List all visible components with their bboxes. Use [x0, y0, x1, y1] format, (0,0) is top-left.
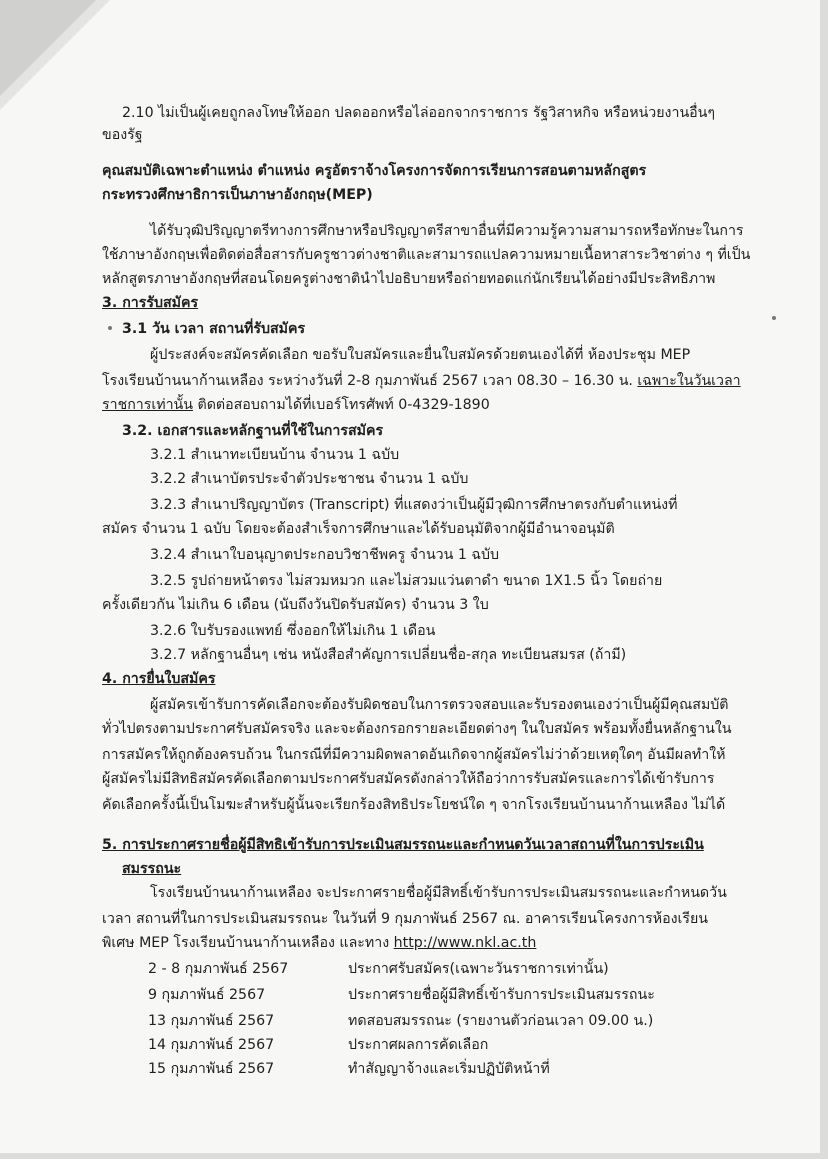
section-3-1-phone: ติดต่อสอบถามได้ที่เบอร์โทรศัพท์ 0-4329-1890 — [192, 397, 490, 413]
schedule-date: 15 กุมภาพันธ์ 2567 — [148, 1061, 275, 1077]
page-edge-bottom — [0, 1153, 828, 1159]
section-4-title: 4. การยื่นใบสมัคร — [102, 671, 216, 687]
document-item-3-2-7: 3.2.7 หลักฐานอื่นๆ เช่น หนังสือสำคัญการเปลี่ยนชื่อ-สกุล ทะเบียนสมรส (ถ้ามี) — [150, 647, 627, 663]
section-4-line-2: ทั่วไปตรงตามประกาศรับสมัครจริง และจะต้องกรอกรายละเอียดต่างๆ ในใบสมัคร พร้อมทั้งยื่นหลักฐานใน — [102, 721, 732, 737]
section-5-title-line-2: สมรรถนะ — [122, 861, 182, 877]
qualification-paragraph-line-1: ได้รับวุฒิปริญญาตรีทางการศึกษาหรือปริญญาตรีสาขาอื่นที่มีความรู้ความสามารถหรือทักษะในการ — [150, 223, 744, 239]
schedule-date: 9 กุมภาพันธ์ 2567 — [148, 987, 266, 1003]
section-3-1-line-2-text: โรงเรียนบ้านนาก้านเหลือง ระหว่างวันที่ 2-8 กุมภาพันธ์ 2567 เวลา 08.30 – 16.30 น. — [102, 373, 638, 389]
scan-speck — [772, 316, 776, 320]
qualification-paragraph-line-3: หลักสูตรภาษาอังกฤษที่สอนโดยครูต่างชาตินำไปอธิบายหรือถ่ายทอดแก่นักเรียนได้อย่างมีประสิทธิภาพ — [102, 271, 716, 287]
qualification-heading-line-1: คุณสมบัติเฉพาะตำแหน่ง ตำแหน่ง ครูอัตราจ้างโครงการจัดการเรียนการสอนตามหลักสูตร — [102, 163, 647, 179]
document-item-3-2-5-line-1: 3.2.5 รูปถ่ายหน้าตรง ไม่สวมหมวก และไม่สวมแว่นตาดำ ขนาด 1X1.5 นิ้ว โดยถ่าย — [150, 573, 663, 589]
school-website-link[interactable]: http://www.nkl.ac.th — [393, 935, 537, 951]
section-5-line-3 — [102, 934, 536, 952]
schedule-event: ประกาศรายชื่อผู้มีสิทธิ์เข้ารับการประเมินสมรรถนะ — [348, 987, 655, 1003]
schedule-event: ทำสัญญาจ้างและเริ่มปฏิบัติหน้าที่ — [348, 1061, 550, 1077]
qualification-paragraph-line-2: ใช้ภาษาอังกฤษเพื่อติดต่อสื่อสารกับครูชาวต่างชาติและสามารถแปลความหมายเนื้อหาสาระวิชาต่าง ๆ ที่เป็น — [102, 247, 751, 263]
section-3-1-title: 3.1 วัน เวลา สถานที่รับสมัคร — [122, 321, 306, 337]
item-2-10-line-2: ของรัฐ — [102, 127, 143, 143]
section-5-line-2: เวลา สถานที่ในการประเมินสมรรถนะ ในวันที่ 9 กุมภาพันธ์ 2567 ณ. อาคารเรียนโครงการห้องเรียน — [102, 911, 709, 927]
schedule-event: ประกาศรับสมัคร(เฉพาะวันราชการเท่านั้น) — [348, 961, 609, 977]
document-item-3-2-3-line-2: สมัคร จำนวน 1 ฉบับ โดยจะต้องสำเร็จการศึกษาและได้รับอนุมัติจากผู้มีอำนาจอนุมัติ — [102, 521, 615, 537]
page-fold-shadow — [0, 0, 96, 96]
section-3-1-line-3 — [102, 396, 490, 414]
item-2-10-line-1: 2.10 ไม่เป็นผู้เคยถูกลงโทษให้ออก ปลดออกหรือไล่ออกจากราชการ รัฐวิสาหกิจ หรือหน่วยงานอื่นๆ — [122, 105, 715, 121]
section-3-2-title: 3.2. เอกสารและหลักฐานที่ใช้ในการสมัคร — [122, 423, 384, 439]
page-edge-right — [820, 0, 828, 1159]
document-item-3-2-5-line-2: ครั้งเดียวกัน ไม่เกิน 6 เดือน (นับถึงวันปิดรับสมัคร) จำนวน 3 ใบ — [102, 597, 489, 613]
section-5-line-3-text: พิเศษ MEP โรงเรียนบ้านนาก้านเหลือง และทาง — [102, 935, 394, 951]
document-item-3-2-6: 3.2.6 ใบรับรองแพทย์ ซึ่งออกให้ไม่เกิน 1 เดือน — [150, 623, 436, 639]
document-item-3-2-3-line-1: 3.2.3 สำเนาปริญญาบัตร (Transcript) ที่แสดงว่าเป็นผู้มีวุฒิการศึกษาตรงกับตำแหน่งที่ — [150, 497, 678, 513]
document-item-3-2-2: 3.2.2 สำเนาบัตรประจำตัวประชาชน จำนวน 1 ฉบับ — [150, 471, 469, 487]
section-5-title-line-1: 5. การประกาศรายชื่อผู้มีสิทธิเข้ารับการประเมินสมรรถนะและกำหนดวันเวลาสถานที่ในการประเมิน — [102, 837, 704, 853]
scan-speck — [108, 326, 112, 330]
schedule-event: ประกาศผลการคัดเลือก — [348, 1037, 489, 1053]
schedule-event: ทดสอบสมรรถนะ (รายงานตัวก่อนเวลา 09.00 น.) — [348, 1013, 654, 1029]
section-4-line-5: คัดเลือกครั้งนี้เป็นโมฆะสำหรับผู้นั้นจะเรียกร้องสิทธิประโยชน์ใด ๆ จากโรงเรียนบ้านนาก้านเหลือง ไม่ได้ — [102, 797, 726, 813]
section-3-1-underlined-note: เฉพาะในวันเวลา — [637, 373, 741, 389]
schedule-date: 13 กุมภาพันธ์ 2567 — [148, 1013, 275, 1029]
schedule-date: 2 - 8 กุมภาพันธ์ 2567 — [148, 961, 289, 977]
document-item-3-2-4: 3.2.4 สำเนาใบอนุญาตประกอบวิชาชีพครู จำนวน 1 ฉบับ — [150, 547, 500, 563]
section-5-line-1: โรงเรียนบ้านนาก้านเหลือง จะประกาศรายชื่อผู้มีสิทธิ์เข้ารับการประเมินสมรรถนะและกำหนดวัน — [150, 885, 727, 901]
section-4-line-4: ผู้สมัครไม่มีสิทธิสมัครคัดเลือกตามประกาศรับสมัครดังกล่าวให้ถือว่าการรับสมัครและการได้เข้ารับการ — [102, 771, 715, 787]
document-item-3-2-1: 3.2.1 สำเนาทะเบียนบ้าน จำนวน 1 ฉบับ — [150, 447, 400, 463]
section-3-1-line-2 — [102, 372, 741, 390]
section-3-title: 3. การรับสมัคร — [102, 295, 199, 311]
section-4-line-3: การสมัครให้ถูกต้องครบถ้วน ในกรณีที่มีความผิดพลาดอันเกิดจากผู้สมัครไม่ว่าด้วยเหตุใดๆ อันมีผลทำให้ — [102, 747, 726, 763]
qualification-heading-line-2: กระทรวงศึกษาธิการเป็นภาษาอังกฤษ(MEP) — [102, 187, 373, 203]
section-4-line-1: ผู้สมัครเข้ารับการคัดเลือกจะต้องรับผิดชอบในการตรวจสอบและรับรองตนเองว่าเป็นผู้มีคุณสมบัติ — [150, 697, 729, 713]
schedule-date: 14 กุมภาพันธ์ 2567 — [148, 1037, 275, 1053]
section-3-1-underlined-note-cont: ราชการเท่านั้น — [102, 397, 193, 413]
section-3-1-line-1: ผู้ประสงค์จะสมัครคัดเลือก ขอรับใบสมัครและยื่นใบสมัครด้วยตนเองได้ที่ ห้องประชุม MEP — [150, 347, 691, 363]
